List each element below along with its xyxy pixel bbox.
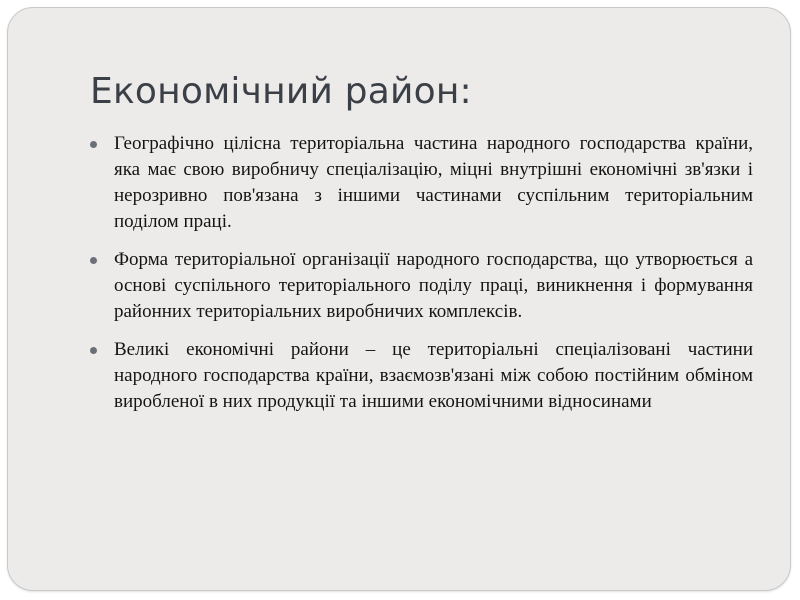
bullet-list — [90, 131, 753, 427]
bullet-item — [90, 337, 753, 415]
slide-title: Економічний район: — [90, 71, 472, 112]
bullet-item — [90, 247, 753, 325]
bullet-text: Великі економічні райони – це територіальні спеціалізовані частини народного господарства країни, взаємозв'язані між собою постійним обміном виробленої в них продукції та іншими економічними відносинами — [114, 339, 753, 412]
bullet-item — [90, 131, 753, 235]
bullet-text: Форма територіальної організації народного господарства, що утворюється а основі суспільного територіального поділу праці, виникнення і формування районних територіальних виробничих комплексів. — [114, 249, 753, 322]
bullet-dot-icon — [90, 257, 97, 264]
bullet-dot-icon — [90, 141, 97, 148]
bullet-dot-icon — [90, 347, 97, 354]
bullet-text: Географічно цілісна територіальна частина народного господарства країни, яка має свою виробничу спеціалізацію, міцні внутрішні економічні зв'язки і нерозривно пов'язана з іншими частинами суспільним територіальним поділом праці. — [114, 133, 753, 232]
